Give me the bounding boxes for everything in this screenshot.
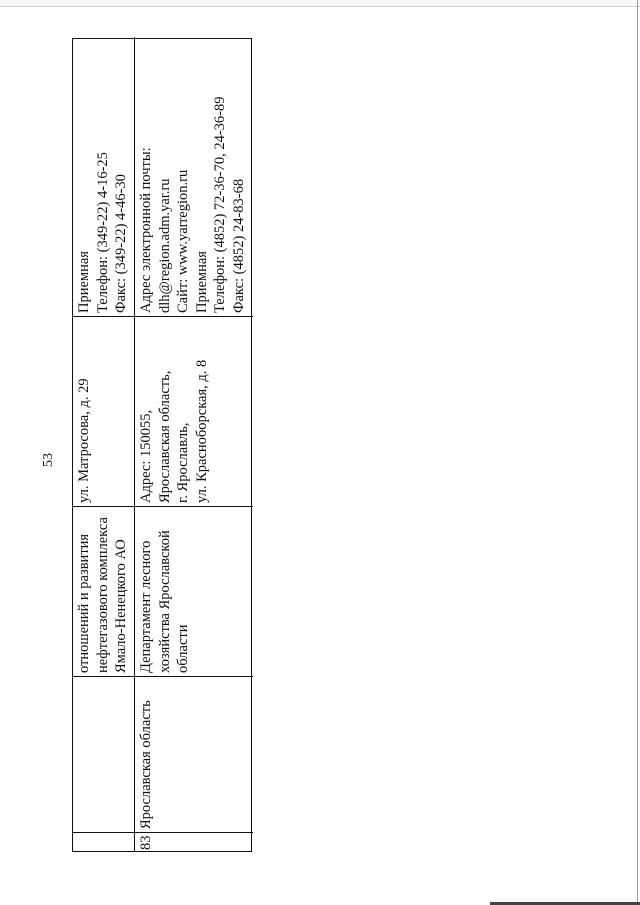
column-divider (73, 506, 253, 507)
contact-line: Факс: (4852) 24-83-68 (230, 178, 247, 313)
contact-line: Сайт: www.yarregion.ru (175, 169, 192, 313)
contact-line: dlh@region.adm.yar.ru (156, 178, 173, 313)
contact-line: Адрес электронной почты: (138, 147, 154, 313)
region-cell: Ярославская область (138, 700, 154, 829)
column-divider (73, 676, 253, 677)
contact-line: Приемная (193, 251, 210, 313)
organization-line: Ямало-Ненецкого АО (113, 539, 130, 673)
address-line: Адрес: 150055, (138, 409, 154, 503)
contact-line: Приемная (76, 251, 92, 313)
organization-line: отношений и развития (76, 533, 92, 673)
organization-line: области (175, 624, 192, 673)
contact-line: Факс: (349-22) 4-46-30 (113, 174, 130, 313)
page-number: 53 (41, 453, 56, 467)
organization-cell (135, 507, 251, 677)
organizations-table (72, 38, 252, 852)
contact-line: Телефон: (4852) 72-36-70, 24-36-89 (212, 96, 229, 313)
organization-line: хозяйства Ярославской (156, 530, 173, 673)
contact-line: Телефон: (349-22) 4-16-25 (94, 152, 111, 313)
table-row (135, 37, 251, 851)
address-cell (73, 317, 134, 507)
column-divider (73, 832, 253, 833)
organization-line: нефтегазового комплекса (94, 517, 111, 673)
address-line: ул. Красноборская, д. 8 (193, 359, 210, 503)
organization-line: Департамент лесного (138, 540, 154, 673)
address-line: г. Ярославль, (175, 422, 192, 503)
table-row (73, 37, 135, 851)
address-cell (135, 317, 251, 507)
contacts-cell (135, 37, 251, 317)
row-number-cell: 83 (138, 835, 154, 850)
address-line: Ярославская область, (156, 370, 173, 503)
table-region (72, 38, 252, 852)
contacts-cell (73, 37, 134, 317)
scan-top-edge (0, 0, 640, 7)
row-number-cell (73, 833, 134, 851)
region-cell (73, 677, 134, 833)
address-line: ул. Матросова, д. 29 (76, 378, 92, 503)
organization-cell (73, 507, 134, 677)
column-divider (73, 316, 253, 317)
scan-right-edge (637, 0, 638, 905)
